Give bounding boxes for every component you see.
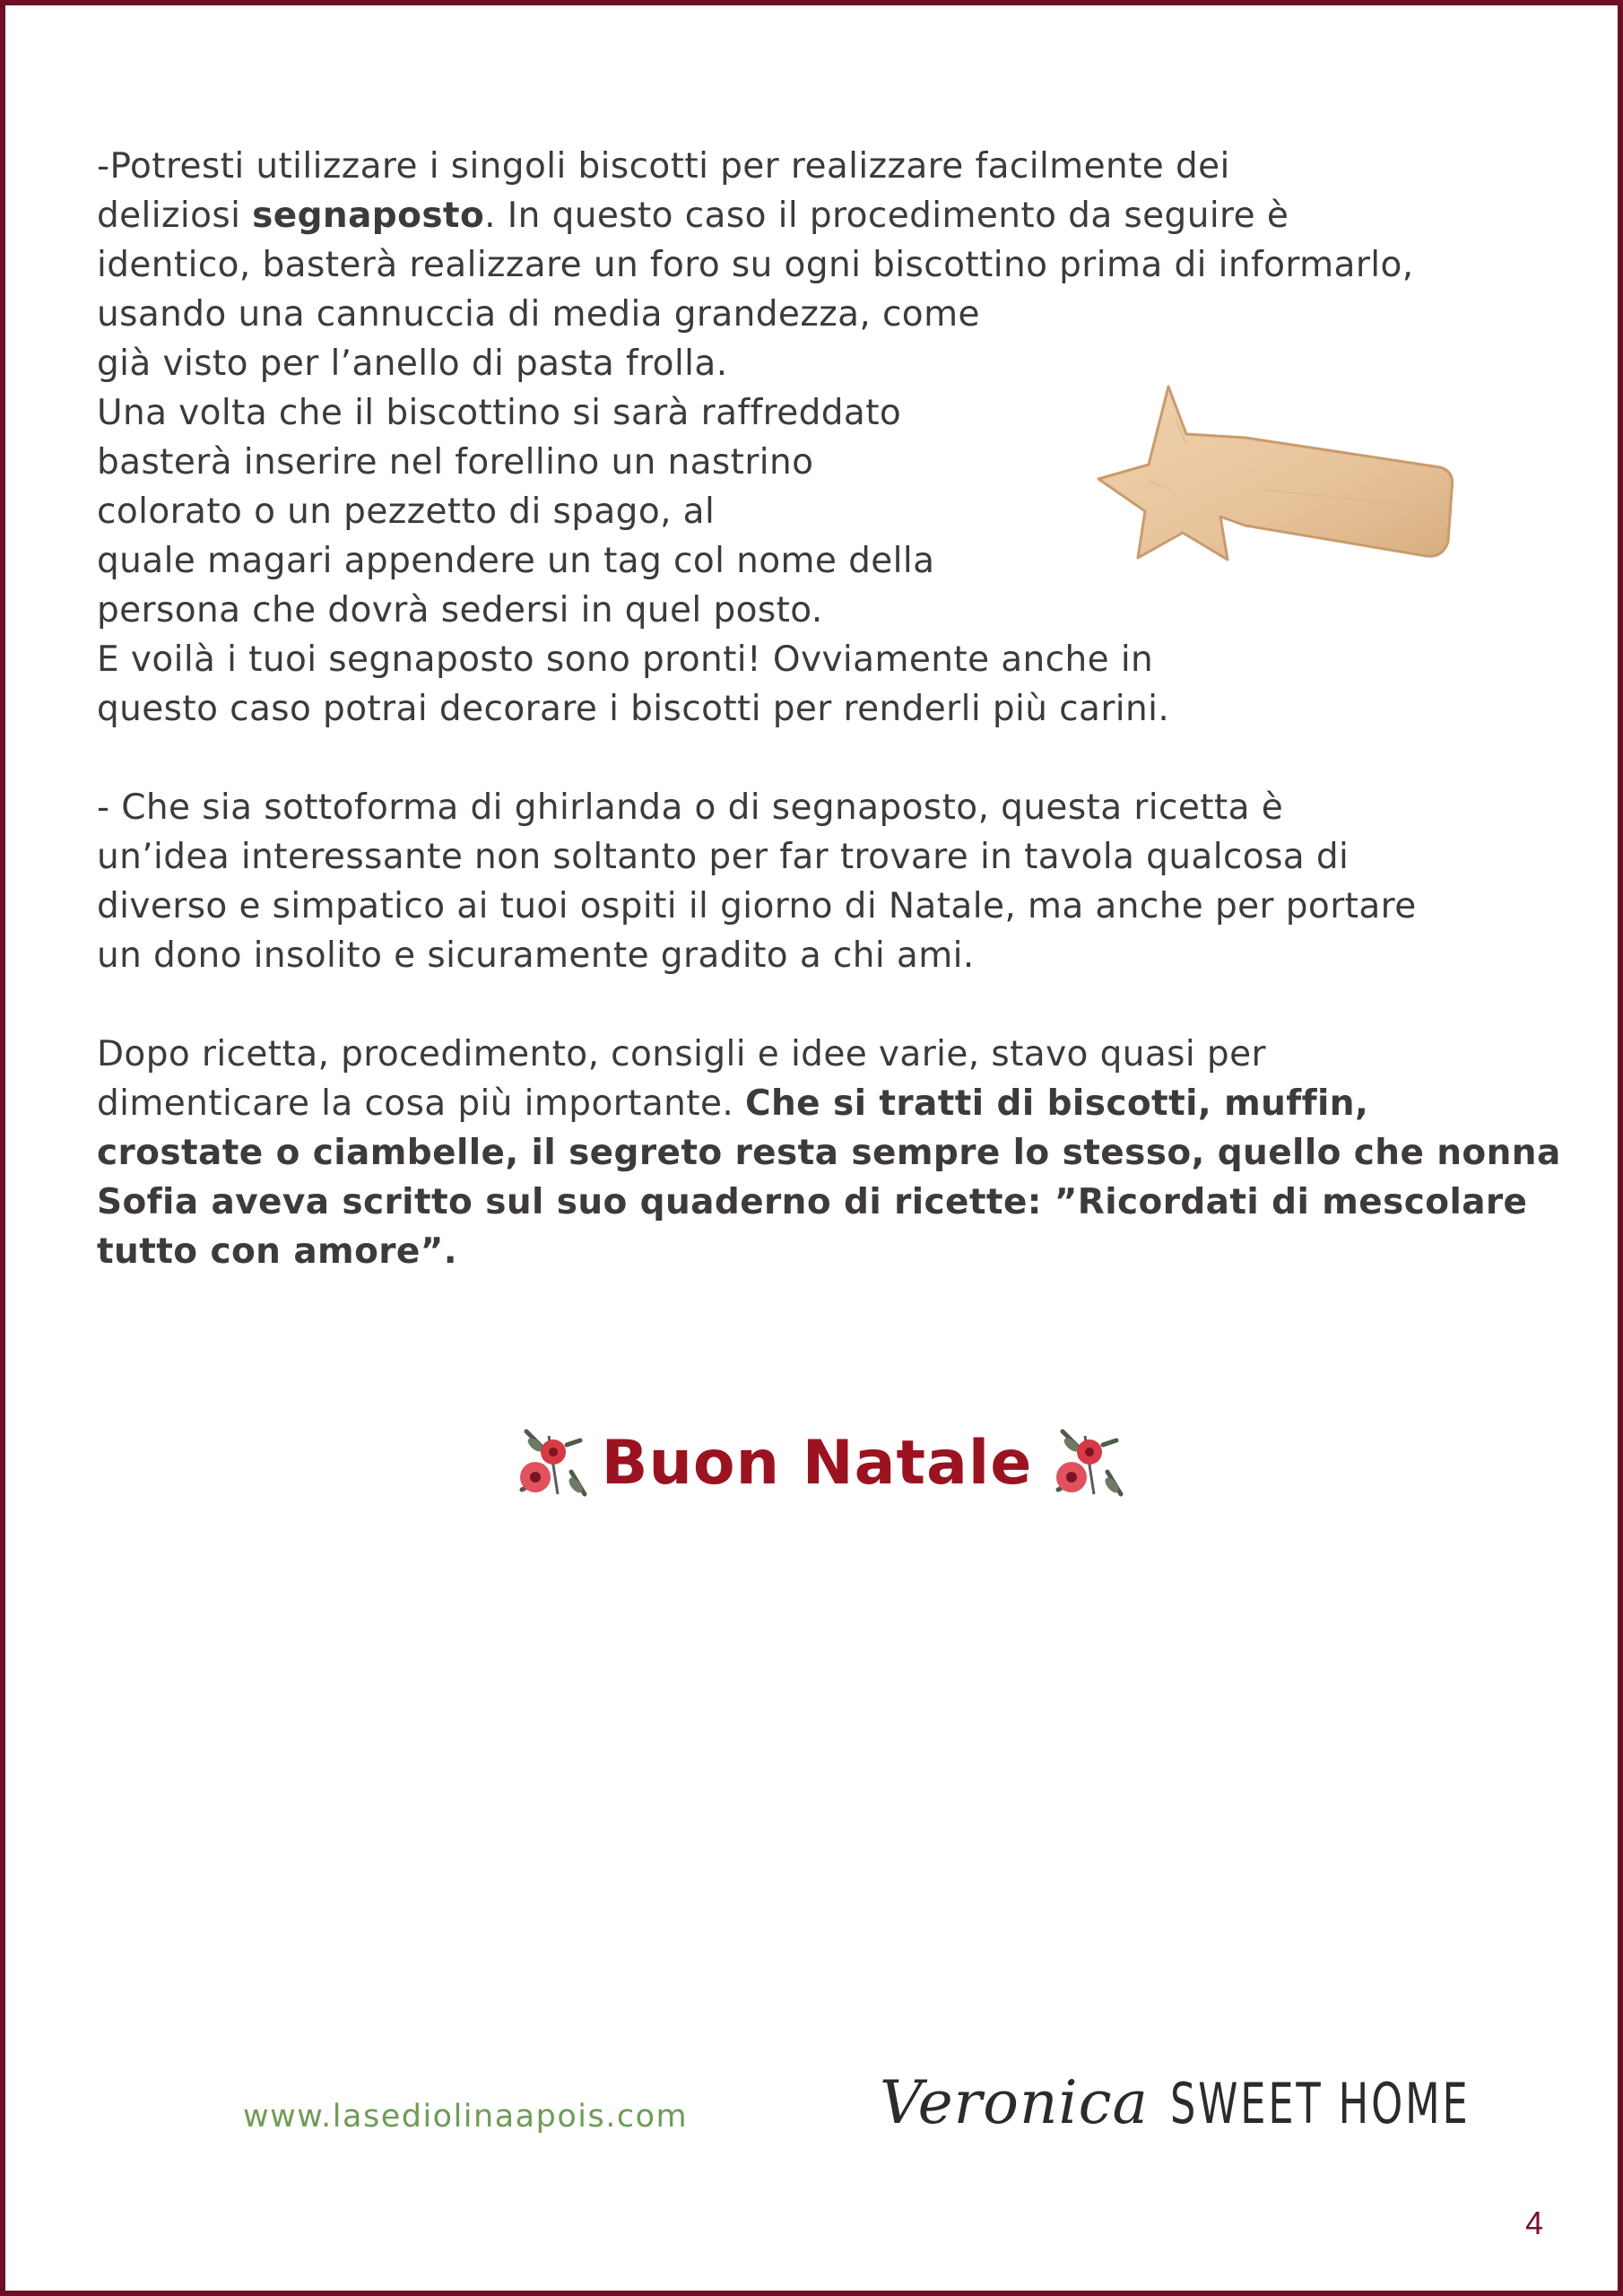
greeting bbox=[5, 1405, 1623, 1521]
star-cookie-icon bbox=[1086, 382, 1462, 579]
text-line bbox=[97, 1079, 1576, 1128]
text-line: un dono insolito e sicuramente gradito a chi ami. bbox=[97, 935, 975, 976]
text-line: colorato o un pezzetto di spago, al bbox=[97, 491, 716, 532]
text-span: dimenticare la cosa più importante. bbox=[97, 1083, 745, 1124]
text-line: già visto per l’anello di pasta frolla. bbox=[97, 344, 728, 384]
bold-text: Che si tratti di biscotti, muffin, bbox=[744, 1083, 1369, 1124]
text-span: deliziosi bbox=[97, 196, 253, 236]
page-number: 4 bbox=[1525, 2205, 1544, 2241]
holly-flower-icon bbox=[508, 1418, 589, 1508]
text-line: usando una cannuccia di media grandezza, come bbox=[97, 294, 980, 335]
text-line bbox=[97, 191, 1576, 240]
text-line: identico, basterà realizzare un foro su ogni biscottino prima di informarlo, bbox=[97, 245, 1414, 285]
brand-logo bbox=[880, 2068, 1587, 2158]
bold-term-segnaposto: segnaposto bbox=[252, 196, 485, 236]
text-line: Dopo ricetta, procedimento, consigli e idee varie, stavo quasi per bbox=[97, 1034, 1266, 1074]
website-link[interactable]: www.lasediolinaapois.com bbox=[243, 2099, 689, 2135]
text-line: quale magari appendere un tag col nome della bbox=[97, 541, 935, 581]
text-line: un’idea interessante non soltanto per far trovare in tavola qualcosa di bbox=[97, 837, 1350, 877]
brand-caps-name: SWEET HOME bbox=[1169, 2071, 1471, 2136]
text-line: questo caso potrai decorare i biscotti per renderli più carini. bbox=[97, 689, 1170, 729]
paragraph-gap bbox=[97, 980, 1576, 1030]
text-line: -Potresti utilizzare i singoli biscotti per realizzare facilmente dei bbox=[97, 146, 1230, 187]
text-line: E voilà i tuoi segnaposto sono pronti! Ovviamente anche in bbox=[97, 639, 1154, 680]
bold-text-line: crostate o ciambelle, il segreto resta sempre lo stesso, quello che nonna bbox=[97, 1133, 1561, 1173]
holly-flower-icon bbox=[1045, 1418, 1125, 1508]
text-line: persona che dovrà sedersi in quel posto. bbox=[97, 590, 823, 631]
body-text bbox=[97, 142, 1576, 1276]
bold-text-line: tutto con amore”. bbox=[97, 1231, 457, 1272]
text-line: basterà inserire nel forellino un nastrino bbox=[97, 442, 814, 483]
paragraph-gap bbox=[97, 734, 1576, 783]
text-span: . In questo caso il procedimento da seguire è bbox=[484, 196, 1289, 236]
text-line: Una volta che il biscottino si sarà raffreddato bbox=[97, 393, 902, 433]
brand-script-name: Veronica bbox=[880, 2068, 1149, 2137]
text-line: diverso e simpatico ai tuoi ospiti il giorno di Natale, ma anche per portare bbox=[97, 886, 1417, 926]
greeting-title: Buon Natale bbox=[601, 1427, 1033, 1499]
bold-text-line: Sofia aveva scritto sul suo quaderno di ricette: ”Ricordati di mescolare bbox=[97, 1182, 1528, 1222]
text-line: - Che sia sottoforma di ghirlanda o di segnaposto, questa ricetta è bbox=[97, 787, 1284, 828]
